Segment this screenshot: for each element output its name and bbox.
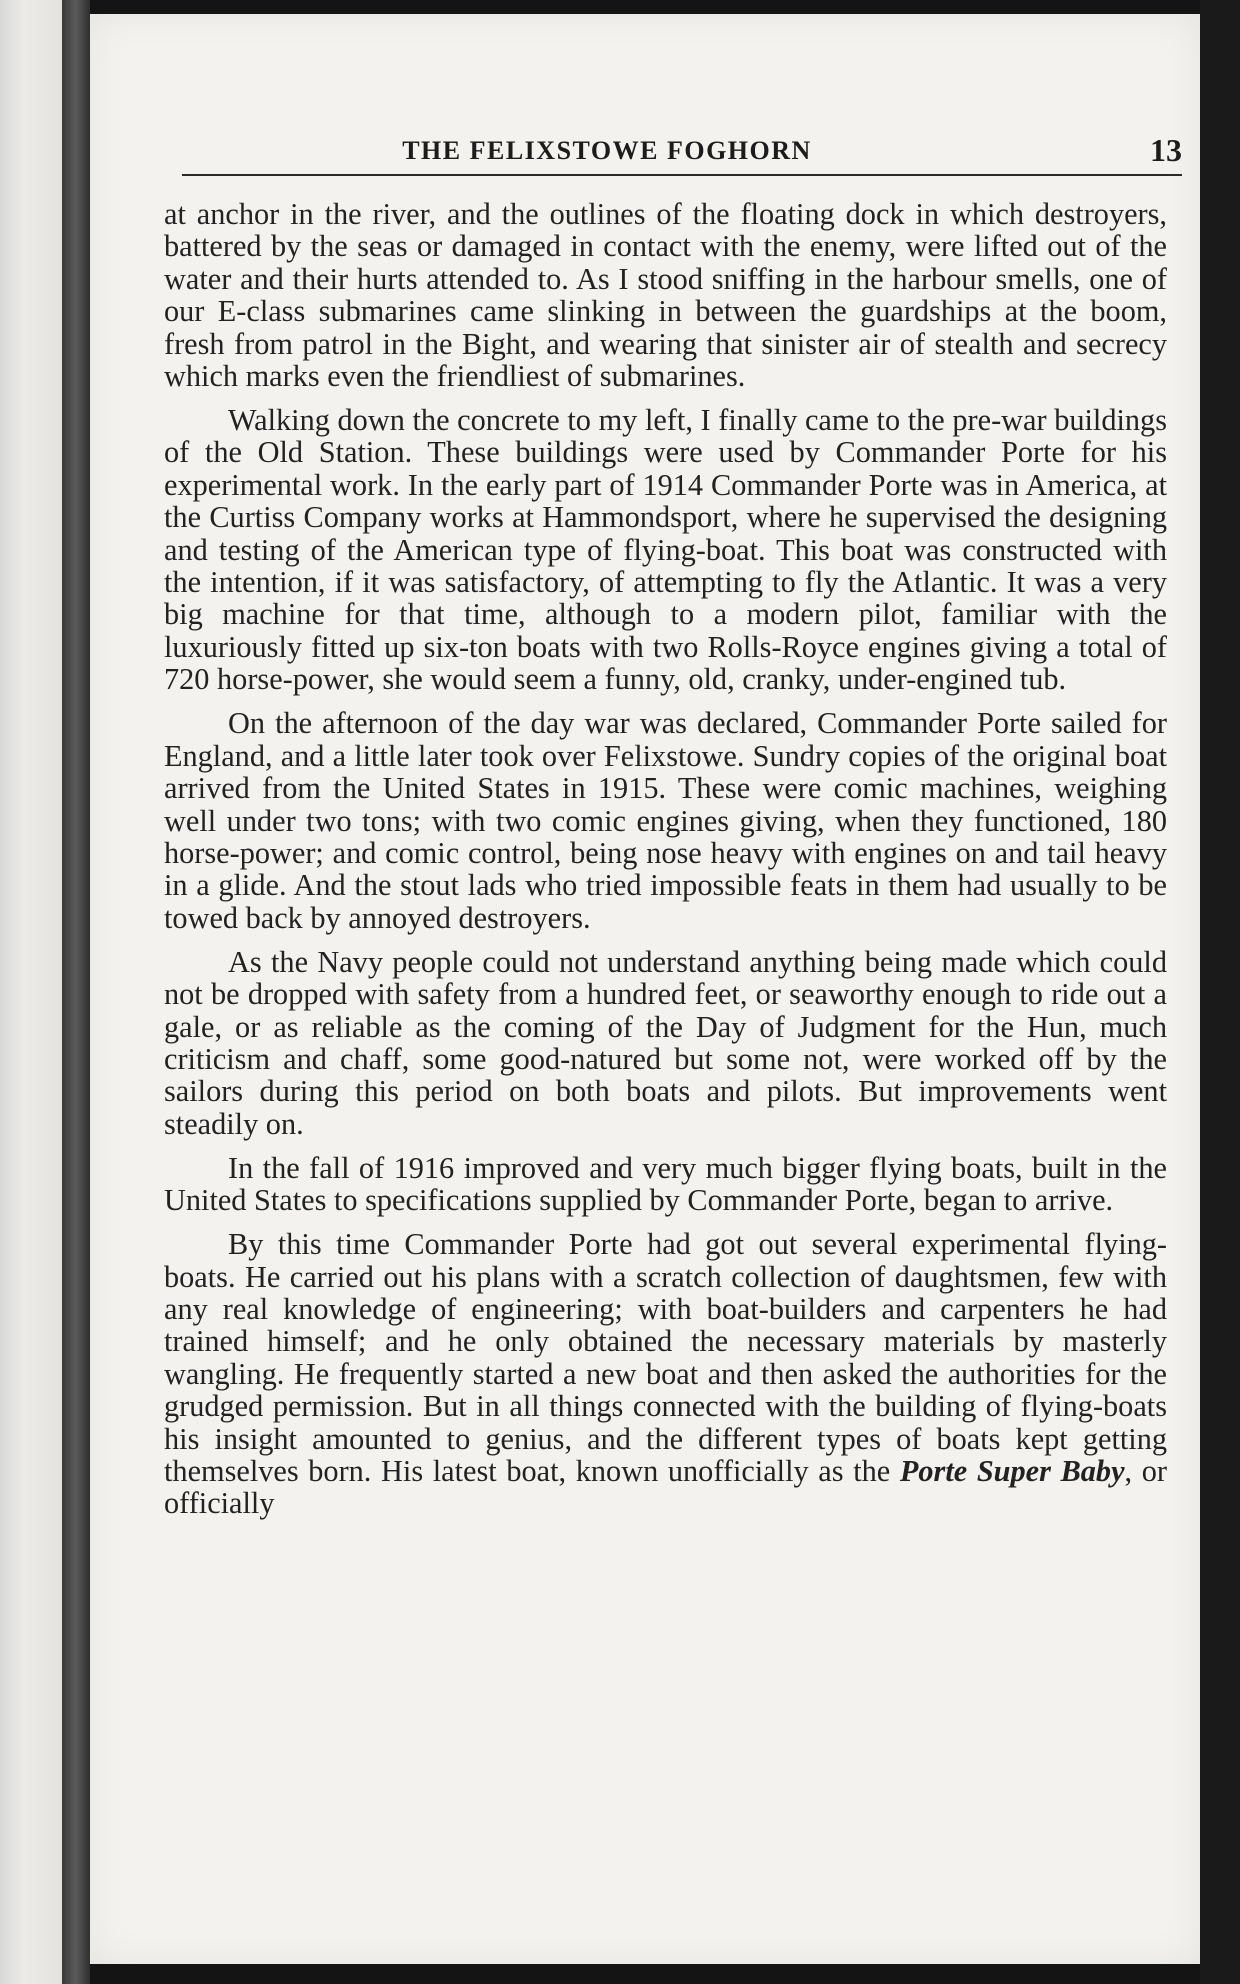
paragraph-text: Walking down the concrete to my left, I finally came to the pre-war buildings of the Old Station. These buildings were used by Commander Porte for his experimental work. In the early part of 1914 Commander Porte was in America, at the Curtiss Company works at Hammondsport, where he supervised the designing and testing of the American type of flying-boat. This boat was constructed with the intention, if it was satisfactory, of attempting to fly the Atlantic. It was a very big machine for that time, although to a modern pilot, familiar with the luxuriously fitted up six-ton boats with two Rolls-Royce engines giving a total of 720 horse-power, she would seem a funny, old, cranky, under-engined tub. <box>164 403 1167 697</box>
paragraph-text: In the fall of 1916 improved and very much bigger flying boats, built in the United States to specifications supplied by Commander Porte, began to arrive. <box>164 1150 1167 1218</box>
paragraph-text: As the Navy people could not understand anything being made which could not be dropped with safety from a hundred feet, or seaworthy enough to ride out a gale, or as reliable as the coming of the Day of Judgment for the Hun, much criticism and chaff, some good-natured but some not, were worked off by the sailors during this period on both boats and pilots. But improvements went steadily on. <box>164 944 1167 1141</box>
paragraph-6 <box>164 1228 1167 1520</box>
running-header <box>182 124 1182 176</box>
paragraph-1 <box>164 198 1167 392</box>
paragraph-text: at anchor in the river, and the outlines of the floating dock in which destroyers, battered by the seas or damaged in contact with the enemy, were lifted out of the water and their hurts attended to. As I stood sniffing in the harbour smells, one of our E-class submarines came slinking in between the guardships at the boom, fresh from patrol in the Bight, and wearing that sinister air of stealth and secrecy which marks even the friendliest of submarines. <box>164 197 1167 394</box>
paragraph-3 <box>164 707 1167 934</box>
paragraph-tail: , or officially <box>164 1454 1167 1521</box>
book-gutter <box>62 0 90 1984</box>
running-title: THE FELIXSTOWE FOGHORN <box>402 136 812 165</box>
book-page <box>90 14 1200 1964</box>
boat-name: Porte Super Baby <box>899 1454 1125 1488</box>
paragraph-2 <box>164 404 1167 696</box>
previous-page-edge <box>0 0 62 1984</box>
paragraph-text: By this time Commander Porte had got out several experimental flying-boats. He carried out his plans with a scratch collection of daughtsmen, few with any real knowledge of engineering; with boat-builders and carpenters he had trained himself; and he only obtained the necessary materials by masterly wangling. He frequently started a new boat and then asked the authorities for the grudged permission. But in all things connected with the building of flying-boats his insight amounted to genius, and the different types of boats kept getting themselves born. His latest boat, known unofficially as the <box>164 1227 1167 1488</box>
scan-border <box>1200 0 1240 1984</box>
body-text <box>164 198 1167 1531</box>
paragraph-4 <box>164 946 1167 1140</box>
paragraph-5 <box>164 1152 1167 1217</box>
paragraph-text: On the afternoon of the day war was declared, Commander Porte sailed for England, and a little later took over Felixstowe. Sundry copies of the original boat arrived from the United States in 1915. These were comic machines, weighing well under two tons; with two comic engines giving, when they functioned, 180 horse-power; and comic control, being nose heavy with engines on and tail heavy in a glide. And the stout lads who tried impossible feats in them had usually to be towed back by annoyed destroyers. <box>164 706 1167 935</box>
page-number: 13 <box>1150 132 1182 168</box>
